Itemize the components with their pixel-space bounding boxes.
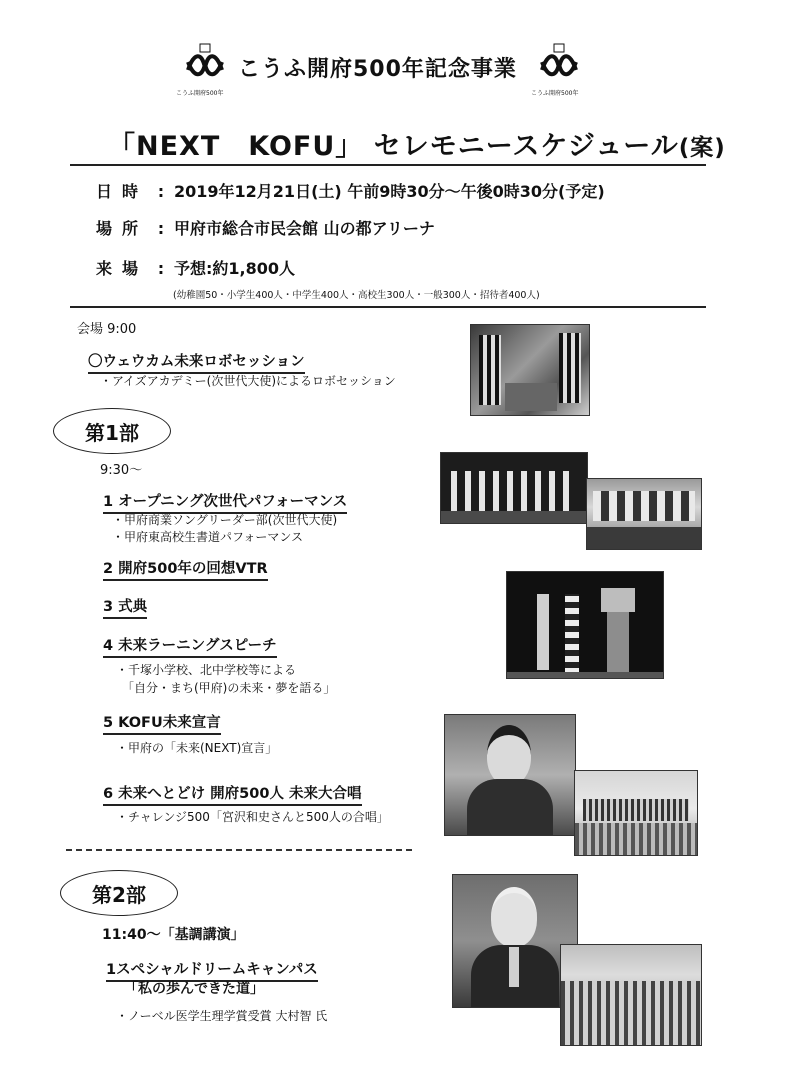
part1-item-1-title: 1 オープニング次世代パフォーマンス xyxy=(103,490,347,514)
opening-time: 会場 9:00 xyxy=(77,322,137,337)
part2-subtitle: 「私の歩んできた道」 xyxy=(124,981,264,997)
opening-item-title: 〇ウェウカム未来ロボセッション xyxy=(88,350,305,374)
part2-label: 第2部 xyxy=(60,870,178,916)
part1-item-4-detail-1: ・千塚小学校、北中学校等による xyxy=(116,663,297,677)
visitors-value: 予想:約1,800人 xyxy=(174,259,296,278)
emblem-caption-left: こうふ開府500年 xyxy=(176,90,224,97)
part1-item-6-detail-1: ・チャレンジ500「宮沢和史さんと500人の合唱」 xyxy=(116,810,389,824)
title-divider xyxy=(70,164,706,166)
visitors-colon: : xyxy=(157,259,165,278)
part1-item-2-title: 2 開府500年の回想VTR xyxy=(103,557,268,581)
place-label: 場所 xyxy=(96,219,149,238)
speech-stage-photo xyxy=(506,571,664,679)
main-title-suffix: (案) xyxy=(678,135,726,161)
date-value: 2019年12月21日(土) 午前9時30分～午後0時30分(予定) xyxy=(174,182,605,201)
lecture-audience-photo xyxy=(560,944,702,1046)
info-place xyxy=(96,216,435,239)
visitors-label: 来場 xyxy=(96,259,149,278)
choir-photo xyxy=(574,770,698,856)
part1-item-1-detail-2: ・甲府東高校生書道パフォーマンス xyxy=(112,530,304,544)
main-title xyxy=(108,124,726,163)
part-divider xyxy=(66,849,412,851)
part1-item-3-title: 3 式典 xyxy=(103,595,147,619)
info-divider xyxy=(70,306,706,308)
part1-time: 9:30～ xyxy=(100,463,143,478)
part2-time: 11:40～「基調講演」 xyxy=(102,927,245,943)
place-value: 甲府市総合市民会館 山の都アリーナ xyxy=(174,219,435,238)
miyazawa-portrait-photo xyxy=(444,714,576,836)
part2-item-title: 1スペシャルドリームキャンパス xyxy=(106,958,318,982)
header-title: こうふ開府500年記念事業 xyxy=(238,57,517,82)
info-date xyxy=(96,179,605,202)
part1-item-4-title: 4 未来ラーニングスピーチ xyxy=(103,634,277,658)
opening-item-detail: ・アイズアカデミー(次世代大使)によるロボセッション xyxy=(100,374,396,388)
part1-item-5-title: 5 KOFU未来宣言 xyxy=(103,711,221,735)
date-colon: : xyxy=(157,182,165,201)
robot-session-photo xyxy=(470,324,590,416)
info-visitors xyxy=(96,256,295,279)
emblem-caption-right: こうふ開府500年 xyxy=(531,90,579,97)
part1-item-6-title: 6 未来へとどけ 開府500人 未来大合唱 xyxy=(103,782,362,806)
part2-detail: ・ノーベル医学生理学賞受賞 大村智 氏 xyxy=(116,1009,328,1023)
calligraphy-photo xyxy=(586,478,702,550)
part1-item-5-detail-1: ・甲府の「未来(NEXT)宣言」 xyxy=(116,741,278,755)
date-label: 日時 xyxy=(96,182,149,201)
place-colon: : xyxy=(157,219,165,238)
visitors-breakdown: (幼稚園50・小学生400人・中学生400人・高校生300人・一般300人・招待者400人) xyxy=(173,290,540,301)
main-title-text: 「NEXT KOFU」 セレモニースケジュール xyxy=(108,131,679,162)
part1-item-1-detail-1: ・甲府商業ソングリーダー部(次世代大使) xyxy=(112,513,338,527)
part1-label: 第1部 xyxy=(53,408,171,454)
part1-item-4-detail-2: 「自分・まち(甲府)の未来・夢を語る」 xyxy=(122,681,336,695)
cheerleader-photo xyxy=(440,452,588,524)
